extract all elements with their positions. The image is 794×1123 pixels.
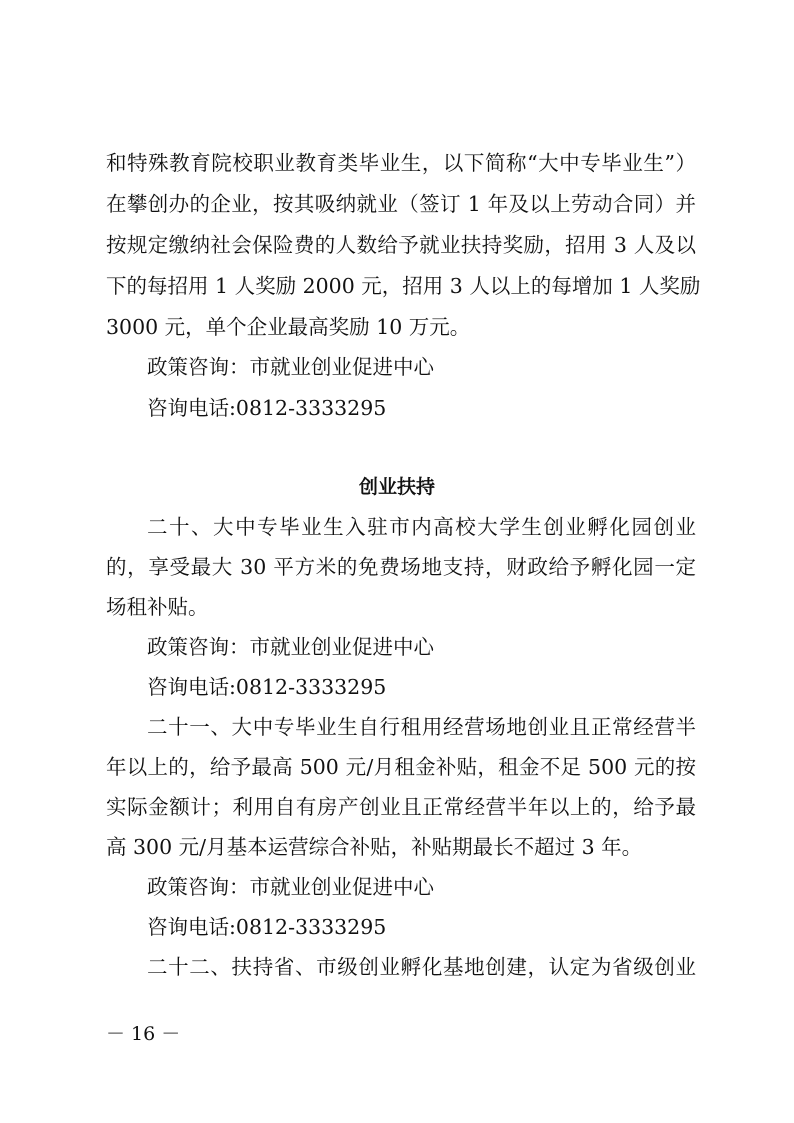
paragraph-line: 和特殊教育院校职业教育类毕业生，以下简称“大中专毕业生”） <box>106 151 696 175</box>
consult-phone-text: 咨询电话:0812-3333295 <box>147 675 387 699</box>
consult-phone-text: 咨询电话:0812-3333295 <box>147 396 387 420</box>
policy-consult-text: 政策咨询：市就业创业促进中心 <box>147 635 434 659</box>
paragraph-line: 下的每招用 1 人奖励 2000 元，招用 3 人以上的每增加 1 人奖励 <box>106 274 701 298</box>
section-title: 创业扶持 <box>358 476 435 498</box>
paragraph-line: 场租补贴。 <box>106 595 209 619</box>
page-number: － 16 － <box>106 1023 181 1045</box>
paragraph-line: 的，享受最大 30 平方米的免费场地支持，财政给予孵化园一定 <box>106 555 696 579</box>
paragraph-line: 在攀创办的企业，按其吸纳就业（签订 1 年及以上劳动合同）并 <box>106 192 696 216</box>
paragraph-line: 二十一、大中专毕业生自行租用经营场地创业且正常经营半 <box>147 715 696 739</box>
paragraph-line: 实际金额计；利用自有房产创业且正常经营半年以上的，给予最 <box>106 795 696 819</box>
paragraph-line: 二十二、扶持省、市级创业孵化基地创建，认定为省级创业 <box>147 955 696 979</box>
policy-consult-text: 政策咨询：市就业创业促进中心 <box>147 875 434 899</box>
paragraph-line: 二十、大中专毕业生入驻市内高校大学生创业孵化园创业 <box>147 515 696 539</box>
policy-consult-text: 政策咨询：市就业创业促进中心 <box>147 355 434 379</box>
paragraph-line: 年以上的，给予最高 500 元/月租金补贴，租金不足 500 元的按 <box>106 755 696 779</box>
paragraph-line: 3000 元，单个企业最高奖励 10 万元。 <box>106 315 471 339</box>
consult-phone-text: 咨询电话:0812-3333295 <box>147 915 387 939</box>
paragraph-line: 高 300 元/月基本运营综合补贴，补贴期最长不超过 3 年。 <box>106 835 643 859</box>
paragraph-line: 按规定缴纳社会保险费的人数给予就业扶持奖励，招用 3 人及以 <box>106 233 696 257</box>
